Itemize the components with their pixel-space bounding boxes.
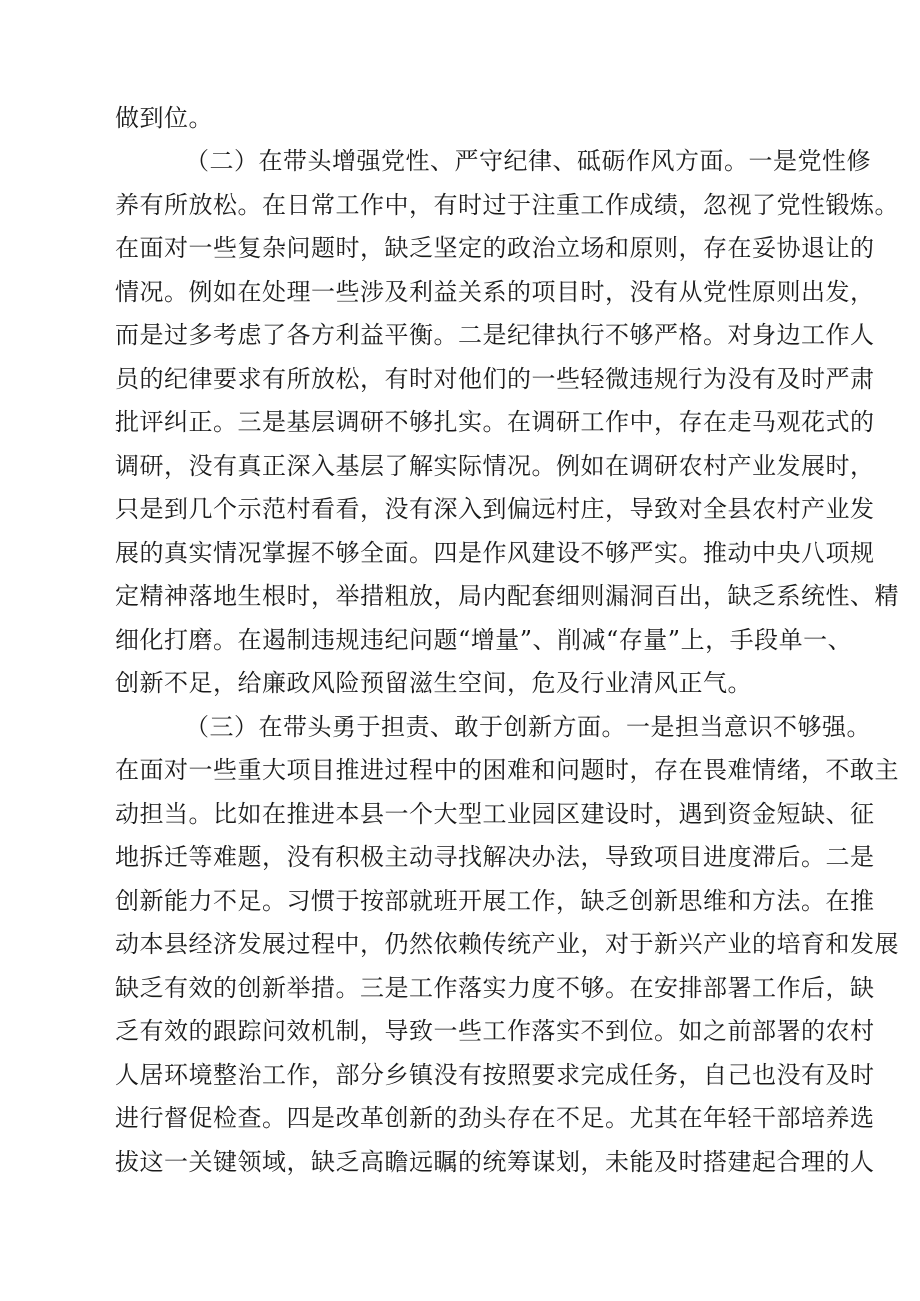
- paragraph-heading-line: （三）在带头勇于担责、敢于创新方面。一是担当意识不够强。: [185, 713, 871, 741]
- paragraph-heading-line: （二）在带头增强党性、严守纪律、砥砺作风方面。一是党性修: [185, 147, 871, 175]
- text-line: 动担当。比如在推进本县一个大型工业园区建设时，遇到资金短缺、征: [115, 800, 875, 828]
- text-line: 人居环境整治工作，部分乡镇没有按照要求完成任务，自己也没有及时: [115, 1061, 875, 1089]
- text-line: 创新能力不足。习惯于按部就班开展工作，缺乏创新思维和方法。在推: [115, 887, 875, 915]
- text-line: 乏有效的跟踪问效机制，导致一些工作落实不到位。如之前部署的农村: [115, 1017, 875, 1045]
- text-line: 缺乏有效的创新举措。三是工作落实力度不够。在安排部署工作后，缺: [115, 974, 875, 1002]
- text-line: 情况。例如在处理一些涉及利益关系的项目时，没有从党性原则出发，: [115, 278, 875, 306]
- text-line: 在面对一些重大项目推进过程中的困难和问题时，存在畏难情绪，不敢主: [115, 756, 899, 784]
- text-line: 员的纪律要求有所放松，有时对他们的一些轻微违规行为没有及时严肃: [115, 365, 875, 393]
- text-line: 调研，没有真正深入基层了解实际情况。例如在调研农村产业发展时，: [115, 452, 875, 480]
- text-line: 在面对一些复杂问题时，缺乏坚定的政治立场和原则，存在妥协退让的: [115, 234, 875, 262]
- text-line: 细化打磨。在遏制违规违纪问题“增量”、削减“存量”上，手段单一、: [115, 626, 853, 654]
- text-line: 拔这一关键领域，缺乏高瞻远瞩的统筹谋划，未能及时搭建起合理的人: [115, 1148, 875, 1176]
- text-line: 做到位。: [115, 104, 213, 132]
- text-line: 定精神落地生根时，举措粗放，局内配套细则漏洞百出，缺乏系统性、精: [115, 582, 899, 610]
- text-line: 批评纠正。三是基层调研不够扎实。在调研工作中，存在走马观花式的: [115, 408, 875, 436]
- text-line: 养有所放松。在日常工作中，有时过于注重工作成绩，忽视了党性锻炼。: [115, 191, 899, 219]
- text-line: 地拆迁等难题，没有积极主动寻找解决办法，导致项目进度滞后。二是: [115, 843, 875, 871]
- text-line: 创新不足，给廉政风险预留滋生空间，危及行业清风正气。: [115, 669, 752, 697]
- text-line: 而是过多考虑了各方利益平衡。二是纪律执行不够严格。对身边工作人: [115, 321, 875, 349]
- text-line: 展的真实情况掌握不够全面。四是作风建设不够严实。推动中央八项规: [115, 539, 875, 567]
- text-line: 进行督促检查。四是改革创新的劲头存在不足。尤其在年轻干部培养选: [115, 1104, 875, 1132]
- text-line: 动本县经济发展过程中，仍然依赖传统产业，对于新兴产业的培育和发展: [115, 930, 899, 958]
- text-line: 只是到几个示范村看看，没有深入到偏远村庄，导致对全县农村产业发: [115, 495, 875, 523]
